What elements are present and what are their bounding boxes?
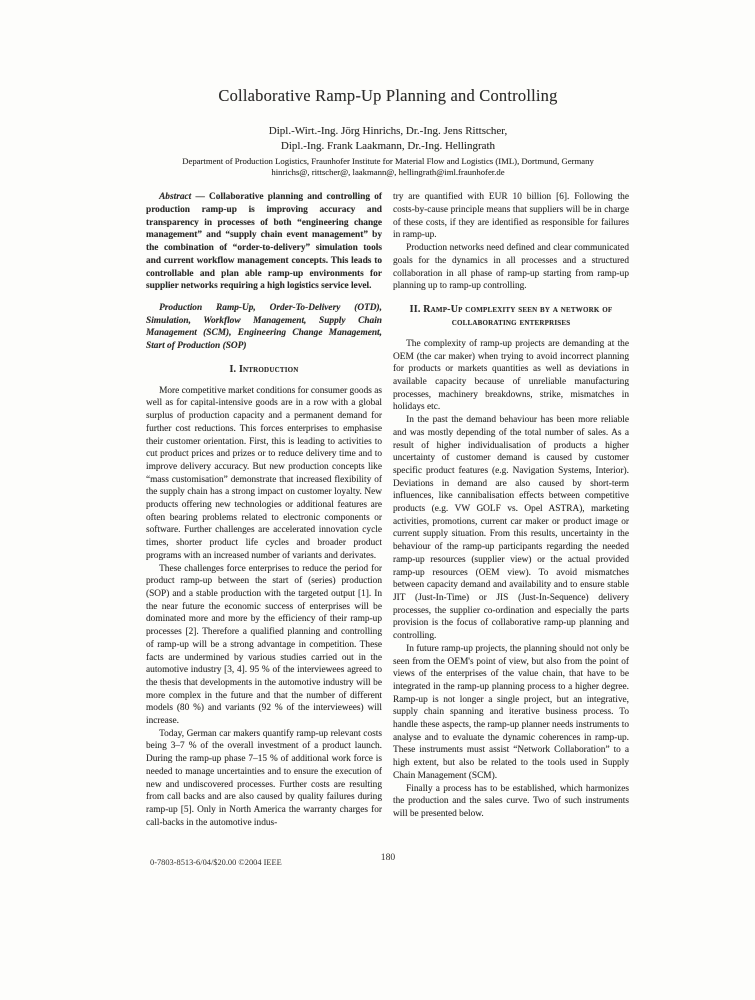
right-column xyxy=(393,191,629,829)
intro-closing-paragraph: Production networks need defined and clear communicated goals for the dynamics in all processes and a structured collaboration in all phase of ramp-up starting from ramp-up planning up to ramp-up controlling. xyxy=(393,243,629,292)
section2-paragraph-3: In future ramp-up projects, the planning should not only be seen from the OEM's point of view, but also from the point of views of the enterprises of the value chain, that have to be integrated in the ramp-up planning process to a higher degree. Ramp-up is not longer a single project, but an integrative, supply chain spanning and iterative business process. To handle these aspects, the ramp-up planner needs instruments to analyse and to evaluate the dynamic coherences in ramp-up. These instruments must assist “Network Collaboration” to a high extent, but also be related to the tools used in Supply Chain Management (SCM). xyxy=(393,643,629,781)
paper-page xyxy=(146,86,630,829)
section2-paragraph-2: In the past the demand behaviour has been more reliable and was mostly depending of the total number of sales. As a result of higher individualisation of products a higher uncertainty of customer demand is caused by customer specific product features (e.g. Navigation Systems, Interior). Deviations in demand are also caused by short-term influences, like cannibalisation effects between competitive products (e.g. VW GOLF vs. Opel ASTRA), marketing activities, promotions, current car maker or product image or current supply situation. From this results, uncertainty in the behaviour of the ramp-up participants regarding the needed ramp-up resources (supplier view) or the actual provided ramp-up resources (OEM view). To avoid mismatches between capacity demand and availability and to ensure stable JIT (Just-In-Time) or JIS (Just-In-Sequence) delivery processes, the supplier co-ordination and especially the parts provision is the focus of collaborative ramp-up planning and controlling. xyxy=(393,415,629,642)
section2-paragraph-1: The complexity of ramp-up projects are demanding at the OEM (the car maker) when trying to avoid incorrect planning for products or markets quantities as well as deviations in available capacity because of unreliable manufacturing processes, machinery breakdowns, strike, mismatches in holidays etc. xyxy=(393,338,629,413)
authors-line-1: Dipl.-Wirt.-Ing. Jörg Hinrichs, Dr.-Ing. Jens Rittscher, xyxy=(268,125,508,137)
intro-paragraph-3: Today, German car makers quantify ramp-up relevant costs being 3–7 % of the overall investment of a product launch. During the ramp-up phase 7–15 % of additional work force is needed to manage uncertainties and to ensure the execution of new and undiscovered processes. Further costs are resulting from call backs and are also caused by quality failures during ramp-up [5]. Only in North America the warranty charges for call-backs in the automotive indus- xyxy=(146,728,382,828)
keywords-paragraph: Production Ramp-Up, Order-To-Delivery (OTD), Simulation, Workflow Management, Supply Chain Management (SCM), Engineering Change Management, Start of Production (SOP) xyxy=(146,302,382,352)
section-1-heading: I. Introduction xyxy=(229,363,299,375)
section-2-heading: II. Ramp-Up complexity seen by a network of collaborating enterprises xyxy=(409,303,613,328)
abstract-label: Abstract xyxy=(159,192,192,203)
section2-paragraph-4: Finally a process has to be established, which harmonizes the production and the sales curve. Two of such instruments will be presented below. xyxy=(393,783,629,819)
page-number: 180 xyxy=(380,852,396,863)
left-column xyxy=(146,191,382,829)
affiliation: Department of Production Logistics, Fraunhofer Institute for Material Flow and Logistics (IML), Dortmund, Germany xyxy=(182,155,594,166)
intro-paragraph-2: These challenges force enterprises to reduce the period for product ramp-up between the start of (series) production (SOP) and a stable production with the targeted output [1]. In the near future the economic success of enterprises will be dominated more and more by the efficiency of their ramp-up processes [2]. Therefore a qualified planning and controlling of ramp-up will be a strong advantage in competition. These facts are undermined by various studies carried out in the automotive industry [3, 4]. 95 % of the interviewees agreed to the thesis that developments in the automotive industry will be more complex in the future and that the number of different models (80 %) and variants (92 % of the interviewees) will increase. xyxy=(146,563,382,727)
two-column-body xyxy=(146,191,630,829)
abstract-text: — Collaborative planning and controlling of production ramp-up is improving accuracy and transparency in processes of both “engineering change management” and “supply chain event management” by the combination of “order-to-delivery” simulation tools and current workflow management concepts. This leads to controllable and plan able ramp-up environments for supplier networks requiring a high logistics service level. xyxy=(146,192,382,292)
author-block xyxy=(146,124,630,154)
authors-line-2: Dipl.-Ing. Frank Laakmann, Dr.-Ing. Hellingrath xyxy=(280,139,496,152)
abstract-paragraph xyxy=(146,191,382,293)
copyright-notice: 0-7803-8513-6/04/$20.00 ©2004 IEEE xyxy=(150,858,282,867)
author-emails: hinrichs@, rittscher@, laakmann@, hellingrath@iml.fraunhofer.de xyxy=(271,167,505,177)
intro-paragraph-3-continuation: try are quantified with EUR 10 billion [6]. Following the costs-by-cause principle means that suppliers will be in charge of these costs, if they are identified as responsible for failures in ramp-up. xyxy=(393,192,629,241)
intro-paragraph-1: More competitive market conditions for consumer goods as well as for capital-intensive goods are in a row with a global surplus of production capacity and a permanent demand for further cost reductions. This forces enterprises to emphasise their customer orientation. First, this is leading to activities to cut product prices and prizes or to reduce delivery time and to improve delivery accuracy. But new production concepts like “mass customisation” demonstrate that increased flexibility of the supply chain has a strong impact on customer loyalty. New products offering new technologies or additional features are often bearing problems related to electronic components or software. Further challenges are accelerated innovation cycle times, shorter product life cycles and broader product programs with an increased number of variants and derivates. xyxy=(146,385,382,561)
page-title: Collaborative Ramp-Up Planning and Controlling xyxy=(218,86,558,105)
